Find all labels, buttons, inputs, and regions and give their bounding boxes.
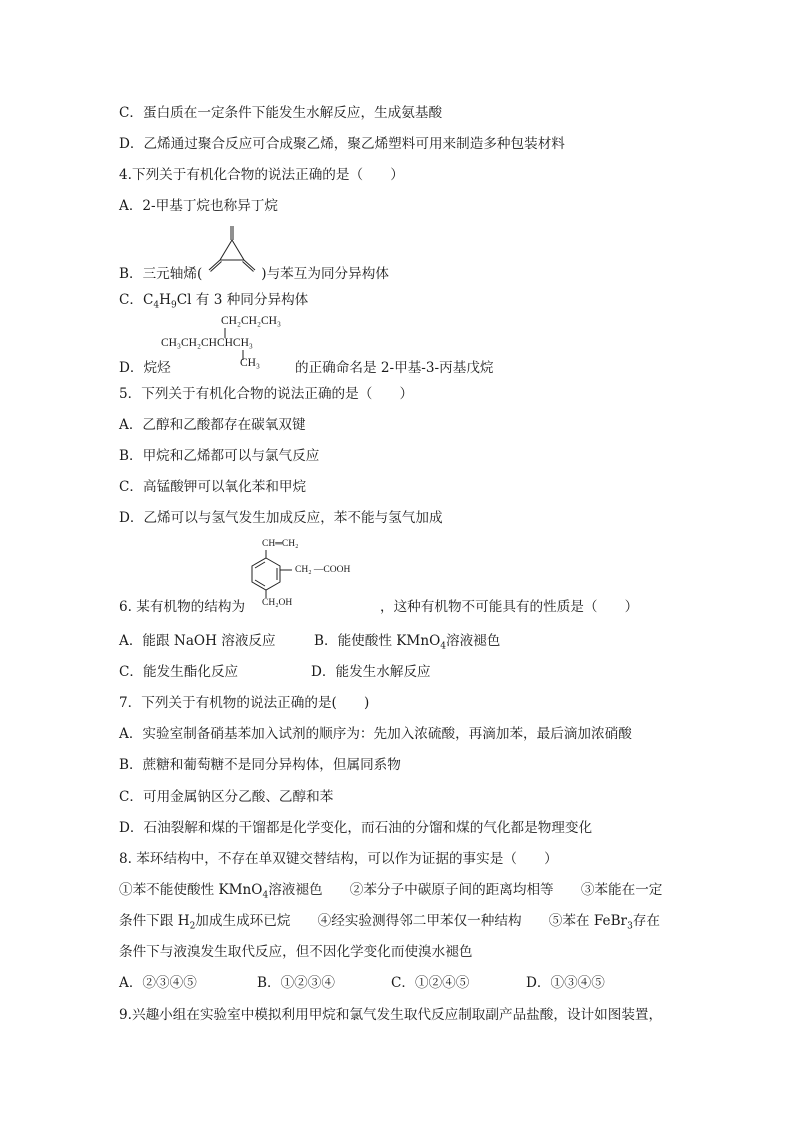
q9-stem: 9.兴趣小组在实验室中模拟利用甲烷和氯气发生取代反应制取副产品盐酸，设计如图装置， bbox=[119, 1007, 663, 1023]
q4-option-c-prefix: C．C bbox=[119, 292, 154, 308]
q3-option-d: D．乙烯通过聚合反应可合成聚乙烯，聚乙烯塑料可用来制造多种包装材料 bbox=[119, 136, 565, 152]
q4-option-c-sub2: 9 bbox=[171, 300, 177, 311]
q5-option-a: A．乙醇和乙酸都存在碳氧双键 bbox=[119, 417, 306, 433]
alkane-bottom-group: CH₃ bbox=[240, 357, 260, 369]
q6-bottom-group: CH₂OH bbox=[262, 598, 293, 608]
q7-stem: 7．下列关于有机物的说法正确的是( ) bbox=[119, 695, 370, 711]
q7-option-c: C．可用金属钠区分乙酸、乙醇和苯 bbox=[119, 789, 334, 805]
q8-line2-sub: 2 bbox=[189, 921, 196, 932]
q6-top-group: CH═CH₂ bbox=[262, 539, 299, 549]
q5-option-b: B．甲烷和乙烯都可以与氯气反应 bbox=[119, 448, 320, 464]
q8-option-d: D．①③④⑤ bbox=[526, 975, 605, 991]
q6-option-b bbox=[314, 632, 500, 650]
q4-option-c-suffix: Cl 有 3 种同分异构体 bbox=[176, 292, 309, 308]
q6-option-a: A．能跟 NaOH 溶液反应 bbox=[119, 633, 276, 649]
q8-line2-sub2: 3 bbox=[627, 921, 633, 932]
q8-statements-line-2 bbox=[119, 912, 660, 930]
q4-option-d-prefix: D．烷烃 bbox=[119, 360, 171, 376]
q6-stem-prefix: 6. 某有机物的结构为 bbox=[119, 599, 246, 615]
q4-option-d-suffix: 的正确命名是 2-甲基-3-丙基戊烷 bbox=[295, 360, 494, 376]
q8-line2-b: 加成生成环已烷 ④经实验测得邻二甲苯仅一种结构 ⑤苯在 FeBr bbox=[195, 913, 628, 929]
q6-option-d: D．能发生水解反应 bbox=[311, 664, 431, 680]
q8-line1-a: ①苯不能使酸性 KMnO bbox=[119, 882, 263, 898]
q8-option-b: B．①②③④ bbox=[257, 975, 335, 991]
q8-line1-sub: 4 bbox=[262, 890, 269, 901]
q8-option-a: A．②③④⑤ bbox=[119, 975, 197, 991]
q6-stem-suffix: ，这种有机物不可能具有的性质是（ ） bbox=[380, 599, 639, 615]
q4-option-c-h: H bbox=[159, 292, 171, 308]
alkane-top-group: CH₂CH₂CH₃ bbox=[221, 315, 281, 327]
q8-line2-a: 条件下跟 H bbox=[119, 913, 190, 929]
q7-option-a: A．实验室制备硝基苯加入试剂的顺序为：先加入浓硫酸，再滴加苯，最后滴加浓硝酸 bbox=[119, 726, 632, 742]
alkane-main-chain: CH₃CH₂CHCHCH₃ bbox=[161, 337, 253, 349]
q6-option-b-prefix: B．能使酸性 KMnO bbox=[314, 633, 441, 649]
q5-option-c: C．高锰酸钾可以氧化苯和甲烷 bbox=[119, 479, 307, 495]
benzene-ring-structure bbox=[248, 550, 300, 602]
q7-option-b: B．蔗糖和葡萄糖不是同分异构体，但属同系物 bbox=[119, 757, 401, 773]
q6-option-c: C．能发生酯化反应 bbox=[119, 664, 239, 680]
q3-option-c: C．蛋白质在一定条件下能发生水解反应，生成氨基酸 bbox=[119, 105, 443, 121]
q8-line2-c: 存在 bbox=[632, 913, 660, 929]
q4-stem: 4.下列关于有机化合物的说法正确的是（ ） bbox=[119, 167, 404, 183]
q4-option-a: A．2-甲基丁烷也称异丁烷 bbox=[119, 198, 278, 214]
q6-option-b-suffix: 溶液褪色 bbox=[446, 633, 501, 649]
q5-stem: 5．下列关于有机化合物的说法正确的是（ ） bbox=[119, 386, 414, 402]
q4-option-b-suffix: )与苯互为同分异构体 bbox=[261, 266, 389, 282]
q8-statements-line-3: 条件下与液溴发生取代反应，但不因化学变化而使溴水褪色 bbox=[119, 944, 473, 960]
q5-option-d: D．乙烯可以与氢气发生加成反应，苯不能与氢气加成 bbox=[119, 510, 443, 526]
q4-option-b-prefix: B．三元轴烯( bbox=[119, 266, 203, 282]
q8-statements-line-1 bbox=[119, 881, 662, 899]
q8-option-c: C．①②④⑤ bbox=[391, 975, 470, 991]
q4-option-c-sub1: 4 bbox=[153, 300, 160, 311]
q4-option-c bbox=[119, 291, 308, 309]
q8-line1-b: 溶液褪色 ②苯分子中碳原子间的距离均相等 ③苯能在一定 bbox=[268, 882, 663, 898]
q7-option-d: D．石油裂解和煤的干馏都是化学变化，而石油的分馏和煤的气化都是物理变化 bbox=[119, 820, 593, 836]
q4-option-b bbox=[119, 265, 389, 283]
q6-option-b-sub: 4 bbox=[440, 641, 446, 652]
q8-stem: 8. 苯环结构中，不存在单双键交替结构，可以作为证据的事实是（ ） bbox=[119, 851, 558, 867]
q6-side-group: CH₂ —COOH bbox=[295, 565, 351, 575]
